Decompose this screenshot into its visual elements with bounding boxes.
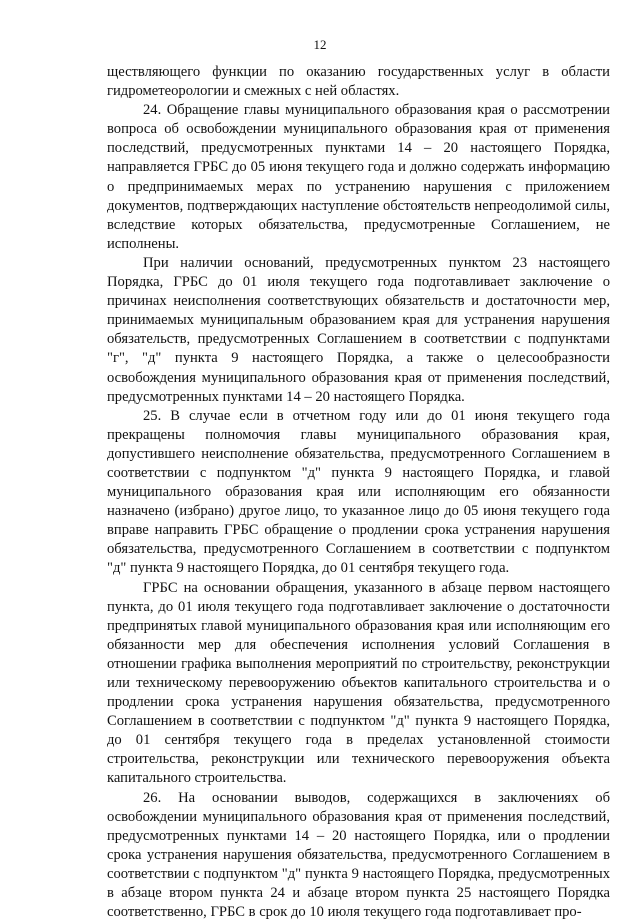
paragraph-item-25: 25. В случае если в отчетном году или до 01 июня текущего года прекращены полномочия главы муниципального образования края, допустившего неисполнение обязательства, предусмотренного Соглашением в соответствии с подпунктом "д" пункта 9 настоящего Порядка, и главой муниципального образования края или исполняющим его обязанности назначено (избрано) другое лицо, то указанное лицо до 05 июня текущего года вправе направить ГРБС обращение о продлении срока устранения нарушения обязательства, предусмотренного Соглашением в соответствии с подпунктом "д" пункта 9 настоящего Порядка, до 01 сентября текущего года. [107, 407, 610, 577]
paragraph-item-25-second: ГРБС на основании обращения, указанного в абзаце первом настоящего пункта, до 01 июля текущего года подготавливает заключение о достаточности предпринятых главой муниципального образования края или исполняющим его обязанности мер для обеспечения исполнения условий Соглашения в отношении графика выполнения мероприятий по строительству, реконструкции или техническому перевооружению объектов капитального строительства и о продлении срока устранения нарушения обязательства, предусмотренного Соглашением в соответствии с подпунктом "д" пункта 9 настоящего Порядка, до 01 сентября текущего года в пределах установленной стоимости строительства, реконструкции или технического перевооружения объекта капитального строительства. [107, 579, 610, 787]
paragraph-continuation: ществляющего функции по оказанию государственных услуг в области гидрометеорологии и смежных с ней областях. [107, 64, 610, 100]
paragraph-item-26: 26. На основании выводов, содержащихся в заключениях об освобождении муниципального образования края от применения последствий, предусмотренных пунктами 14 – 20 настоящего Порядка, или о продлении срока устранения нарушения обязательства, предусмотренного Соглашением в соответствии с подпунктом "д" пункта 9 настоящего Порядка, предусмотренных в абзаце втором пункта 24 и абзаце втором пункта 25 настоящего Порядка соответственно, ГРБС в срок до 10 июля текущего года подготавливает про- [107, 789, 610, 921]
paragraph-item-24: 24. Обращение главы муниципального образования края о рассмотрении вопроса об освобождении муниципального образования края от применения последствий, предусмотренных пунктами 14 – 20 настоящего Порядка, направляется ГРБС до 05 июня текущего года и должно содержать информацию о предпринимаемых мерах по устранению нарушения с приложением документов, подтверждающих наступление обстоятельств непреодолимой силы, вследствие которых обязательства, предусмотренные Соглашением, не исполнены. [107, 102, 610, 252]
page-number: 12 [313, 37, 327, 52]
paragraph-item-24-second: При наличии оснований, предусмотренных пунктом 23 настоящего Порядка, ГРБС до 01 июля текущего года подготавливает заключение о причинах неисполнения соответствующих обязательств и достаточности мер, принимаемых муниципальным образованием края для устранения нарушения обязательств, предусмотренных Соглашением в соответствии с подпунктами "г", "д" пункта 9 настоящего Порядка, а также о целесообразности освобождения муниципального образования края от применения последствий, предусмотренных пунктами 14 – 20 настоящего Порядка. [107, 254, 610, 405]
document-body [107, 63, 610, 922]
